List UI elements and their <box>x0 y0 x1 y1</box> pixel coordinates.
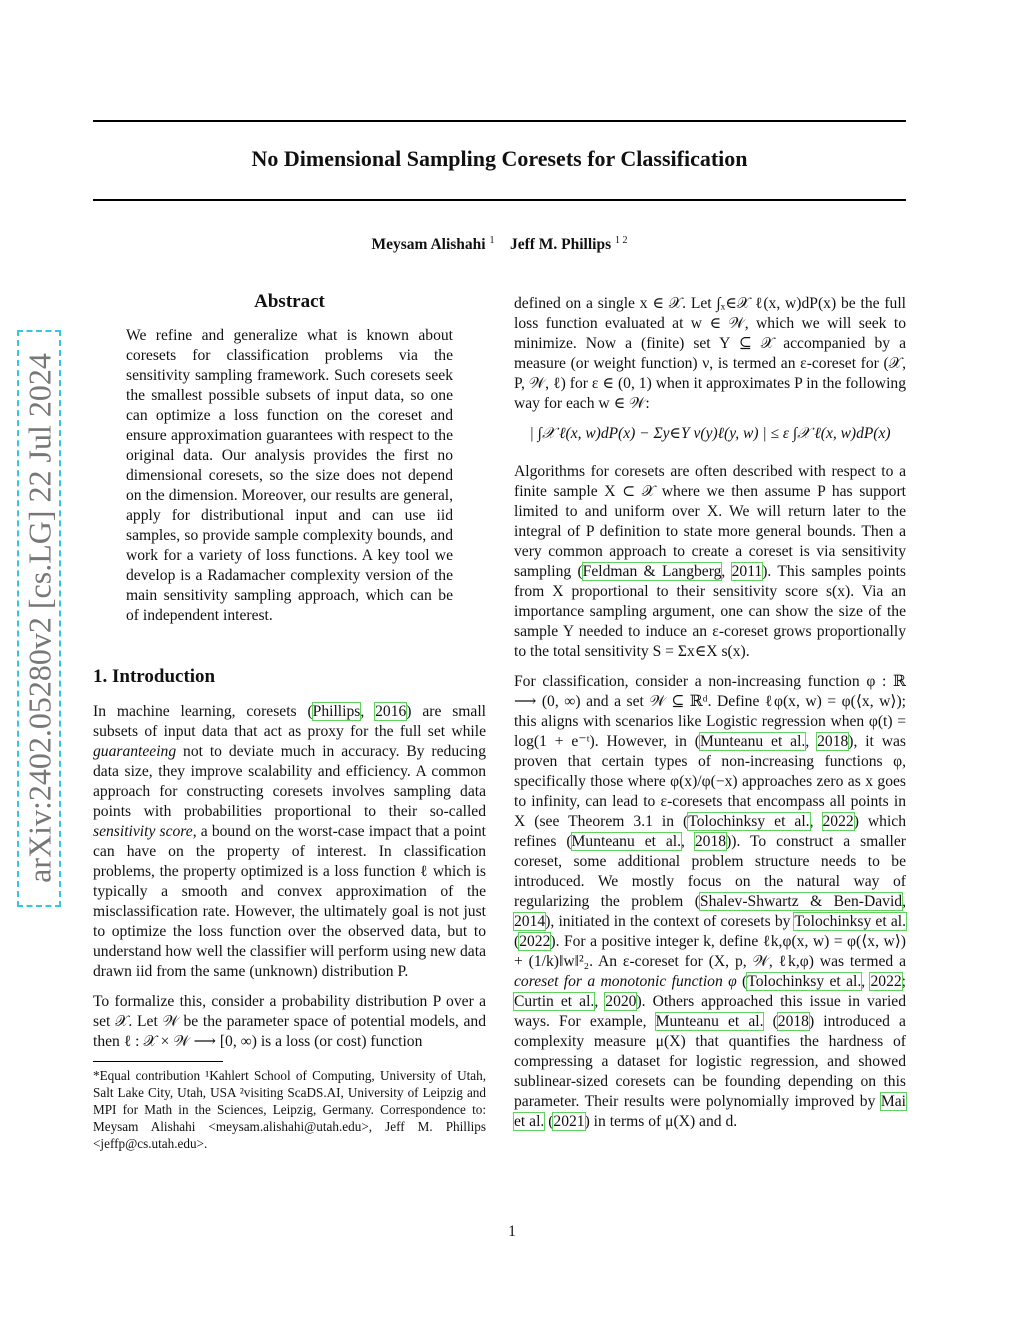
right-paragraph-2: Algorithms for coresets are often described with respect to a finite sample X ⊂ 𝒳 where we then assume P has support limited to and uniform over X. We will return later to the integral of P definition to state more general bounds. Then a very common approach to create a coreset is via sensitivity sampling (Feldman & Langberg, 2011). This samples points from X proportional to their sensitivity score s(x). Via an importance sampling argument, one can show the size of the sample Y needed to induce an ε-coreset grows proportionally to the total sensitivity S = Σx∈X s(x). <box>514 463 907 660</box>
title-rule-top <box>93 120 906 122</box>
citation-link[interactable]: 2016 <box>375 703 407 720</box>
section-heading-introduction: 1. Introduction <box>93 666 216 687</box>
citation-link[interactable]: Curtin et al. <box>514 993 595 1010</box>
author-affiliation-marker: 1 2 <box>615 235 628 246</box>
citation-link[interactable]: Phillips <box>312 703 361 720</box>
author-list <box>93 235 906 254</box>
abstract-heading: Abstract <box>254 291 325 312</box>
citation-link[interactable]: 2022 <box>519 933 551 950</box>
citation-link[interactable]: Mai et al. <box>514 1093 906 1130</box>
footnote-rule <box>93 1061 223 1062</box>
introduction-body <box>93 702 486 1062</box>
citation-link[interactable]: 2018 <box>694 833 727 850</box>
citation-link[interactable]: 2014 <box>514 913 546 930</box>
author-name: Meysam Alishahi <box>371 236 486 254</box>
citation-link[interactable]: Tolochinksy et al. <box>794 913 906 930</box>
abstract-text: We refine and generalize what is known about coresets for classification problems via the sensitivity sampling framework. Such coresets seek the smallest possible subsets of input data, so one can optimize a loss function on the coreset and ensure approximation guarantees with respect to the original data. Our analysis provides the first no dimensional coresets, so the size does not depend on the dimension. Moreover, our results are general, apply for distributional input and can use iid samples, so provide sample complexity bounds, and work for a variety of loss functions. A key tool we develop is a Radamacher complexity version of the main sensitivity sampling approach, which can be of independent interest. <box>126 327 453 624</box>
intro-paragraph-1: In machine learning, coresets (Phillips, 2016) are small subsets of input data that act as proxy for the full set while guaranteeing not to deviate much in accuracy. By reducing data size, they improve scalability and efficiency. A common approach for constructing coresets involves sampling data points with probabilities proportional to their so-called sensitivity score, a bound on the worst-case impact that a point can have on the property of interest. In classification problems, the property optimized is a loss function ℓ which is typically a smooth and convex approximation of the misclassification rate. However, the ultimately goal is not just to optimize the loss function over the observed data, but to understand how well the classifier will perform using new data drawn iid from the same (unknown) distribution P. <box>93 703 487 980</box>
intro-paragraph-2: To formalize this, consider a probability distribution P over a set 𝒳. Let 𝒲 be the parameter space of potential models, and then ℓ : 𝒳 × 𝒲 ⟶ [0, ∞) is a loss (or cost) function <box>93 993 486 1050</box>
emphasis: sensitivity score <box>93 823 193 840</box>
coreset-equation: | ∫𝒳 ℓ(x, w)dP(x) − Σy∈Y ν(y)ℓ(y, w) | ≤ ε ∫𝒳 ℓ(x, w)dP(x) <box>529 425 891 442</box>
citation-link[interactable]: Munteanu et al. <box>571 833 682 850</box>
citation-link[interactable]: 2022 <box>870 973 902 990</box>
author-affiliation-marker: 1 <box>489 235 495 246</box>
citation-link[interactable]: 2018 <box>817 733 849 750</box>
abstract-body <box>126 326 453 636</box>
citation-link[interactable]: 2018 <box>777 1013 809 1030</box>
right-column <box>514 294 906 1142</box>
arxiv-identifier: arXiv:2402.05280v2 [cs.LG] 22 Jul 2024 <box>21 353 58 883</box>
emphasis: guaranteeing <box>93 743 177 760</box>
title-rule-bottom <box>93 199 906 201</box>
citation-link[interactable]: Feldman & Langberg <box>582 563 722 580</box>
citation-link[interactable]: Tolochinksy et al. <box>747 973 862 990</box>
citation-link[interactable]: Munteanu et al. <box>699 733 806 750</box>
right-paragraph-1: defined on a single x ∈ 𝒳. Let ∫ₓ∈𝒳 ℓ(x, w)dP(x) be the full loss function evaluated at w ∈ 𝒲, which we will seek to minimize. Now a (finite) set Y ⊆ 𝒳 accompanied by a measure (or weight function) ν, is termed an ε-coreset for (𝒳, P, 𝒲, ℓ) for ε ∈ (0, 1) when it approximates P in the following way for each w ∈ 𝒲: <box>514 295 906 412</box>
emphasis: coreset for a monotonic function φ <box>514 973 737 990</box>
citation-link[interactable]: 2022 <box>822 813 854 830</box>
right-paragraph-3: For classification, consider a non-increasing function φ : ℝ ⟶ (0, ∞) and a set 𝒲 ⊆ ℝᵈ. Define ℓφ(x, w) = φ(⟨x, w⟩); this aligns with scenarios like Logistic regression when φ(t) = log(1 + e⁻ᵗ). However, in (Munteanu et al., 2018), it was proven that certain types of non-increasing functions φ, specifically those where φ(x)/φ(−x) approaches zero as x goes to infinity, can lead to ε-coresets that encompass all points in X (see Theorem 3.1 in (Tolochinksy et al., 2022) which refines (Munteanu et al., 2018)). To construct a smaller coreset, some additional problem structure needs to be introduced. We mostly focus on the natural way of regularizing the problem (Shalev-Shwartz & Ben-David, 2014), initiated in the context of coresets by Tolochinksy et al. (2022). For a positive integer k, define ℓk,φ(x, w) = φ(⟨x, w⟩) + (1/k)‖w‖²₂. An ε-coreset for (X, p, 𝒲, ℓk,φ) was termed a coreset for a monotonic function φ (Tolochinksy et al., 2022; Curtin et al., 2020). Others approached this issue in varied ways. For example, Munteanu et al. (2018) introduced a complexity measure μ(X) that quantifies the hardness of compressing a dataset for logistic regression, and showed sublinear-sized coresets can be founding depending on this parameter. Their results were polynomially improved by Mai et al. (2021) in terms of μ(X) and d. <box>514 673 907 1130</box>
footnote: *Equal contribution ¹Kahlert School of Computing, University of Utah, Salt Lake City, Utah, USA ²visiting ScaDS.AI, University of Leipzig and MPI for Math in the Sciences, Leipzig, Germany. Correspondence to: Meysam Alishahi <meysam.alishahi@utah.edu>, Jeff M. Phillips <jeffp@cs.utah.edu>. <box>93 1068 486 1151</box>
citation-link[interactable]: Tolochinksy et al. <box>688 813 810 830</box>
citation-link[interactable]: Munteanu et al. <box>655 1013 764 1030</box>
paper-title: No Dimensional Sampling Coresets for Classification <box>251 146 748 171</box>
citation-link[interactable]: 2011 <box>731 563 763 580</box>
citation-link[interactable]: Shalev-Shwartz & Ben-David <box>699 893 903 910</box>
author-name: Jeff M. Phillips <box>509 236 612 254</box>
page-number: 1 <box>508 1223 516 1240</box>
citation-link[interactable]: 2020 <box>605 993 637 1010</box>
citation-link[interactable]: 2021 <box>553 1113 585 1130</box>
